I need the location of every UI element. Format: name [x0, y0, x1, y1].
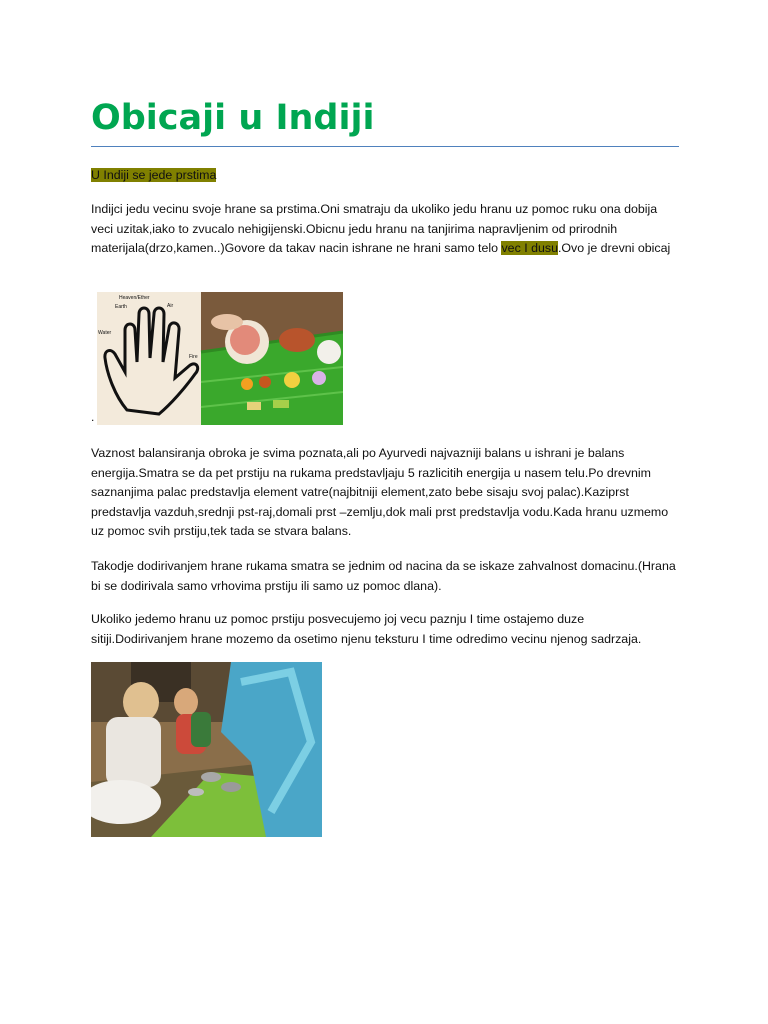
label-earth: Earth	[115, 304, 127, 310]
paragraph-3: Takodje dodirivanjem hrane rukama smatra se jednim od nacina da se iskaze zahvalnost domacinu.(Hrana bi se dodirivala samo vrhovima prstiju ili samo uz pomoc dlana).	[91, 559, 676, 593]
subtitle-highlight: U Indiji se jede prstima	[91, 168, 217, 182]
label-fire: Fire	[189, 354, 198, 360]
hand-and-leaf-image	[97, 292, 343, 425]
paragraph-1	[91, 200, 679, 259]
paragraph-1-highlight: vec I dusu	[501, 241, 558, 256]
label-air: Air	[167, 303, 174, 309]
people-eating-photo	[91, 662, 322, 837]
paragraph-1-text-a: Indijci jedu vecinu svoje hrane sa prstima.Oni smatraju da ukoliko jedu hranu uz pomoc ruku ona dobija veci uzitak,iako to zvucalo nehigijenski.Obicnu jedu hranu na tanjirima napravljenim od prirodnih materijala(drzo,kamen..)Govore da takav nacin ishrane ne hrani samo telo	[91, 202, 658, 256]
title-divider	[91, 146, 679, 147]
stray-dot: .	[91, 410, 95, 424]
hand-diagram	[97, 292, 201, 425]
paragraph-1-text-b: .Ovo je drevni obicaj	[557, 241, 671, 256]
subtitle	[91, 167, 216, 184]
page-title: Obicaji u Indiji	[91, 98, 375, 138]
paragraph-4: Ukoliko jedemo hranu uz pomoc prstiju posvecujemo joj vecu paznju I time ostajemo duze sitiji.Dodirivanjem hrane mozemo da osetimo njenu teksturu I time odredimo vecinu njenog sadrzaja.	[91, 612, 642, 646]
label-ether: Heaven/Ether	[119, 295, 150, 301]
paragraph-2: Vaznost balansiranja obroka je svima poznata,ali po Ayurvedi najvazniji balans u ishrani je balans energija.Smatra se da pet prstiju na rukama predstavljaju 5 razlicitih energija u nasem telu.Po drevnim saznanjima palac predstavlja element vatre(najbitniji element,zato bebe sisaju svoj palac).Kaziprst predstavlja vazduh,srednji pst-raj,domali prst –zemlju,dok mali prst predstavlja vodu.Kada hranu uzmemo uz pomoc svih prstiju,tek tada se stvara balans.	[91, 446, 669, 539]
banana-leaf-photo	[201, 292, 343, 425]
label-water: Water	[98, 330, 112, 336]
